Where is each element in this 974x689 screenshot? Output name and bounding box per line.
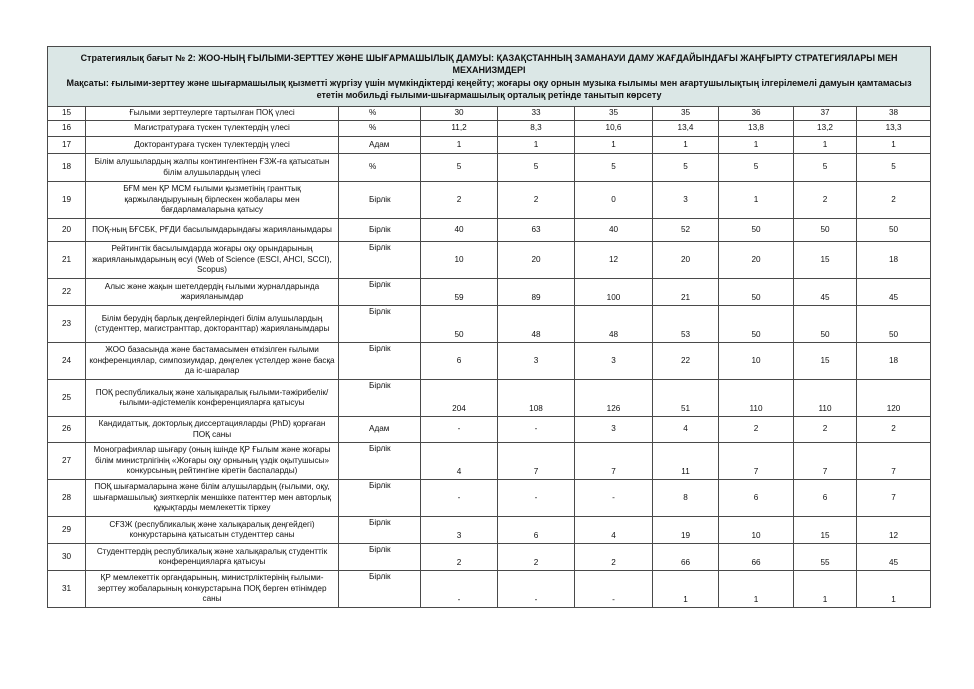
goal-text: Мақсаты: ғылыми-зерттеу және шығармашылық қызметті жүргізу үшін мүмкіндіктерді кеңейту; жоғары оқу орнын музыка ғылымы мен ағартушылықтың ілгерілемелі дамуын қамтамасыз ететін мобильді ғылыми-шығармашылық орталық ретінде танытып көрсету: [66, 77, 912, 100]
unit-cell: Бірлік: [339, 443, 421, 480]
value-cell: 20: [498, 242, 575, 279]
value-cell: 7: [719, 443, 794, 480]
value-cell: 110: [719, 380, 794, 417]
table-row: [48, 480, 931, 517]
value-cell: 7: [575, 443, 653, 480]
value-cell: 50: [857, 306, 931, 343]
table-row: [48, 219, 931, 242]
value-cell: 18: [857, 343, 931, 380]
value-cell: 8,3: [498, 121, 575, 137]
value-cell: 5: [498, 154, 575, 182]
row-number-cell: 27: [48, 443, 86, 480]
value-cell: 100: [575, 279, 653, 306]
row-number-cell: 17: [48, 137, 86, 154]
table-row: [48, 343, 931, 380]
value-cell: 10: [421, 242, 498, 279]
value-cell: 21: [653, 279, 719, 306]
value-cell: 4: [421, 443, 498, 480]
value-cell: 13,8: [719, 121, 794, 137]
row-number-cell: 24: [48, 343, 86, 380]
value-cell: 120: [857, 380, 931, 417]
value-cell: 38: [857, 107, 931, 121]
indicator-cell: Рейтингтік басылымдарда жоғары оқу орындарының жарияланымдарының өсуі (Web of Science (ESCI, AHCI, SCCI), Scopus): [86, 242, 339, 279]
table-row: [48, 242, 931, 279]
value-cell: 1: [575, 137, 653, 154]
value-cell: 11,2: [421, 121, 498, 137]
value-cell: 7: [857, 480, 931, 517]
table-row: [48, 571, 931, 608]
indicator-cell: Докторантураға түскен түлектердің үлесі: [86, 137, 339, 154]
row-number-cell: 30: [48, 544, 86, 571]
value-cell: 3: [421, 517, 498, 544]
value-cell: 45: [857, 279, 931, 306]
value-cell: 5: [421, 154, 498, 182]
value-cell: 13,4: [653, 121, 719, 137]
value-cell: -: [498, 480, 575, 517]
row-number-cell: 15: [48, 107, 86, 121]
value-cell: -: [575, 480, 653, 517]
value-cell: 13,2: [794, 121, 857, 137]
value-cell: 10: [719, 517, 794, 544]
value-cell: 48: [498, 306, 575, 343]
table-row: [48, 182, 931, 219]
value-cell: 1: [653, 137, 719, 154]
value-cell: 13,3: [857, 121, 931, 137]
table-header-row: [48, 47, 931, 107]
value-cell: 1: [421, 137, 498, 154]
row-number-cell: 19: [48, 182, 86, 219]
unit-cell: Бірлік: [339, 306, 421, 343]
strategic-direction-title: Стратегиялық бағыт № 2: ЖОО-НЫҢ ҒЫЛЫМИ-ЗЕРТТЕУ ЖӘНЕ ШЫҒАРМАШЫЛЫҚ ДАМУЫ: ҚАЗАҚСТАННЫҢ ЗАМАНАУИ ДАМУ ЖАҒДАЙЫНДАҒЫ ЖАҢҒЫРТУ СТРАТЕГИЯЛАРЫ МЕН МЕХАНИЗМДЕРІ: [80, 52, 898, 76]
value-cell: 2: [719, 417, 794, 443]
value-cell: 5: [794, 154, 857, 182]
value-cell: 10: [719, 343, 794, 380]
value-cell: 7: [857, 443, 931, 480]
value-cell: 50: [421, 306, 498, 343]
value-cell: 3: [498, 343, 575, 380]
value-cell: 55: [794, 544, 857, 571]
value-cell: 66: [653, 544, 719, 571]
value-cell: 1: [719, 182, 794, 219]
value-cell: 63: [498, 219, 575, 242]
value-cell: 7: [794, 443, 857, 480]
row-number-cell: 16: [48, 121, 86, 137]
value-cell: 12: [575, 242, 653, 279]
value-cell: 52: [653, 219, 719, 242]
value-cell: 10,6: [575, 121, 653, 137]
unit-cell: Бірлік: [339, 242, 421, 279]
indicator-cell: ПОҚ-ның БҒСБК, РҒДИ басылымдарындағы жарияланымдары: [86, 219, 339, 242]
value-cell: 204: [421, 380, 498, 417]
value-cell: 5: [857, 154, 931, 182]
row-number-cell: 22: [48, 279, 86, 306]
value-cell: -: [421, 480, 498, 517]
value-cell: 19: [653, 517, 719, 544]
table-row: [48, 380, 931, 417]
value-cell: 2: [857, 417, 931, 443]
value-cell: 3: [653, 182, 719, 219]
unit-cell: Бірлік: [339, 480, 421, 517]
value-cell: 1: [857, 571, 931, 608]
value-cell: 1: [794, 571, 857, 608]
table-header-cell: [48, 47, 931, 107]
value-cell: 6: [498, 517, 575, 544]
unit-cell: Бірлік: [339, 219, 421, 242]
strategy-indicators-table: [47, 46, 931, 608]
value-cell: 20: [653, 242, 719, 279]
unit-cell: Бірлік: [339, 517, 421, 544]
value-cell: -: [421, 571, 498, 608]
value-cell: 2: [575, 544, 653, 571]
indicator-cell: ПОҚ республикалық және халықаралық ғылыми-тәжірибелік/ғылыми-әдістемелік конференцияларға қатысуы: [86, 380, 339, 417]
value-cell: 5: [653, 154, 719, 182]
table-row: [48, 137, 931, 154]
value-cell: 20: [719, 242, 794, 279]
indicator-cell: Ғылыми зерттеулерге тартылған ПОҚ үлесі: [86, 107, 339, 121]
value-cell: 45: [857, 544, 931, 571]
value-cell: 15: [794, 242, 857, 279]
value-cell: 45: [794, 279, 857, 306]
row-number-cell: 31: [48, 571, 86, 608]
table-row: [48, 107, 931, 121]
indicator-cell: ҚР мемлекеттік органдарының, министрліктерінің ғылыми-зерттеу жобаларының конкурстарына ПОҚ берген өтінімдер саны: [86, 571, 339, 608]
value-cell: 2: [794, 182, 857, 219]
value-cell: 5: [719, 154, 794, 182]
table-row: [48, 306, 931, 343]
value-cell: 7: [498, 443, 575, 480]
indicator-cell: Магистратураға түскен түлектердің үлесі: [86, 121, 339, 137]
unit-cell: Бірлік: [339, 544, 421, 571]
unit-cell: %: [339, 154, 421, 182]
value-cell: -: [575, 571, 653, 608]
unit-cell: Бірлік: [339, 343, 421, 380]
value-cell: 15: [794, 517, 857, 544]
table-row: [48, 154, 931, 182]
table-row: [48, 417, 931, 443]
indicator-cell: Алыс және жақын шетелдердің ғылыми журналдарында жарияланымдар: [86, 279, 339, 306]
value-cell: 11: [653, 443, 719, 480]
unit-cell: Адам: [339, 137, 421, 154]
value-cell: -: [498, 417, 575, 443]
value-cell: 12: [857, 517, 931, 544]
value-cell: 1: [794, 137, 857, 154]
value-cell: 2: [498, 544, 575, 571]
unit-cell: Бірлік: [339, 182, 421, 219]
row-number-cell: 29: [48, 517, 86, 544]
table-row: [48, 121, 931, 137]
value-cell: 15: [794, 343, 857, 380]
value-cell: 50: [719, 219, 794, 242]
value-cell: 5: [575, 154, 653, 182]
table-row: [48, 544, 931, 571]
indicator-cell: Білім берудің барлық деңгейлеріндегі білім алушылардың (студенттер, магистранттар, докторанттар) жарияланымдары: [86, 306, 339, 343]
value-cell: 50: [794, 306, 857, 343]
value-cell: 6: [719, 480, 794, 517]
indicator-cell: Монографиялар шығару (оның ішінде ҚР Ғылым және жоғары білім министрлігінің «Жоғары оқу орнының үздік оқытушысы» конкурсының рейтингіне кіретін баспаларды): [86, 443, 339, 480]
value-cell: 4: [653, 417, 719, 443]
table-row: [48, 279, 931, 306]
value-cell: 66: [719, 544, 794, 571]
value-cell: 1: [857, 137, 931, 154]
unit-cell: %: [339, 121, 421, 137]
value-cell: 110: [794, 380, 857, 417]
value-cell: 1: [719, 571, 794, 608]
value-cell: 50: [857, 219, 931, 242]
value-cell: 2: [857, 182, 931, 219]
value-cell: 50: [719, 279, 794, 306]
unit-cell: Адам: [339, 417, 421, 443]
value-cell: 50: [719, 306, 794, 343]
table-row: [48, 443, 931, 480]
value-cell: 4: [575, 517, 653, 544]
value-cell: 2: [421, 182, 498, 219]
unit-cell: Бірлік: [339, 279, 421, 306]
value-cell: 126: [575, 380, 653, 417]
value-cell: -: [498, 571, 575, 608]
value-cell: 18: [857, 242, 931, 279]
row-number-cell: 26: [48, 417, 86, 443]
strategy-table-page: [47, 46, 930, 608]
value-cell: 8: [653, 480, 719, 517]
unit-cell: Бірлік: [339, 571, 421, 608]
indicator-cell: Студенттердің республикалық және халықаралық студенттік конференцияларға қатысуы: [86, 544, 339, 571]
row-number-cell: 18: [48, 154, 86, 182]
value-cell: 6: [421, 343, 498, 380]
value-cell: 1: [498, 137, 575, 154]
value-cell: 40: [421, 219, 498, 242]
value-cell: 53: [653, 306, 719, 343]
unit-cell: %: [339, 107, 421, 121]
value-cell: 50: [794, 219, 857, 242]
unit-cell: Бірлік: [339, 380, 421, 417]
value-cell: 35: [575, 107, 653, 121]
value-cell: 40: [575, 219, 653, 242]
row-number-cell: 28: [48, 480, 86, 517]
row-number-cell: 23: [48, 306, 86, 343]
value-cell: 22: [653, 343, 719, 380]
table-row: [48, 517, 931, 544]
value-cell: 35: [653, 107, 719, 121]
value-cell: 30: [421, 107, 498, 121]
indicator-cell: СҒЗЖ (республикалық және халықаралық деңгейдегі) конкурстарына қатысатын студенттер саны: [86, 517, 339, 544]
row-number-cell: 20: [48, 219, 86, 242]
row-number-cell: 21: [48, 242, 86, 279]
indicator-cell: ПОҚ шығармаларына және білім алушылардың (ғылыми, оқу, шығармашылық) зияткерлік меншікке патенттер мен авторлық құқықтарды мемлекеттік тіркеу: [86, 480, 339, 517]
value-cell: 48: [575, 306, 653, 343]
value-cell: 37: [794, 107, 857, 121]
value-cell: 1: [653, 571, 719, 608]
value-cell: 2: [498, 182, 575, 219]
value-cell: 6: [794, 480, 857, 517]
value-cell: 33: [498, 107, 575, 121]
value-cell: 51: [653, 380, 719, 417]
value-cell: -: [421, 417, 498, 443]
value-cell: 108: [498, 380, 575, 417]
value-cell: 89: [498, 279, 575, 306]
value-cell: 1: [719, 137, 794, 154]
value-cell: 2: [794, 417, 857, 443]
value-cell: 0: [575, 182, 653, 219]
indicator-cell: БҒМ мен ҚР МСМ ғылыми қызметінің гранттық қаржыландыруының бірлескен жобалары мен бағдарламаларына қатысу: [86, 182, 339, 219]
value-cell: 36: [719, 107, 794, 121]
value-cell: 3: [575, 343, 653, 380]
value-cell: 3: [575, 417, 653, 443]
indicator-cell: Кандидаттық, докторлық диссертацияларды (PhD) қорғаған ПОҚ саны: [86, 417, 339, 443]
indicator-cell: ЖОО базасында және бастамасымен өткізілген ғылыми конференциялар, симпозиумдар, дөңгелек үстелдер және басқа да іс-шаралар: [86, 343, 339, 380]
value-cell: 2: [421, 544, 498, 571]
indicator-cell: Білім алушылардың жалпы контингентінен ҒЗЖ-ға қатысатын білім алушылардың үлесі: [86, 154, 339, 182]
value-cell: 59: [421, 279, 498, 306]
row-number-cell: 25: [48, 380, 86, 417]
